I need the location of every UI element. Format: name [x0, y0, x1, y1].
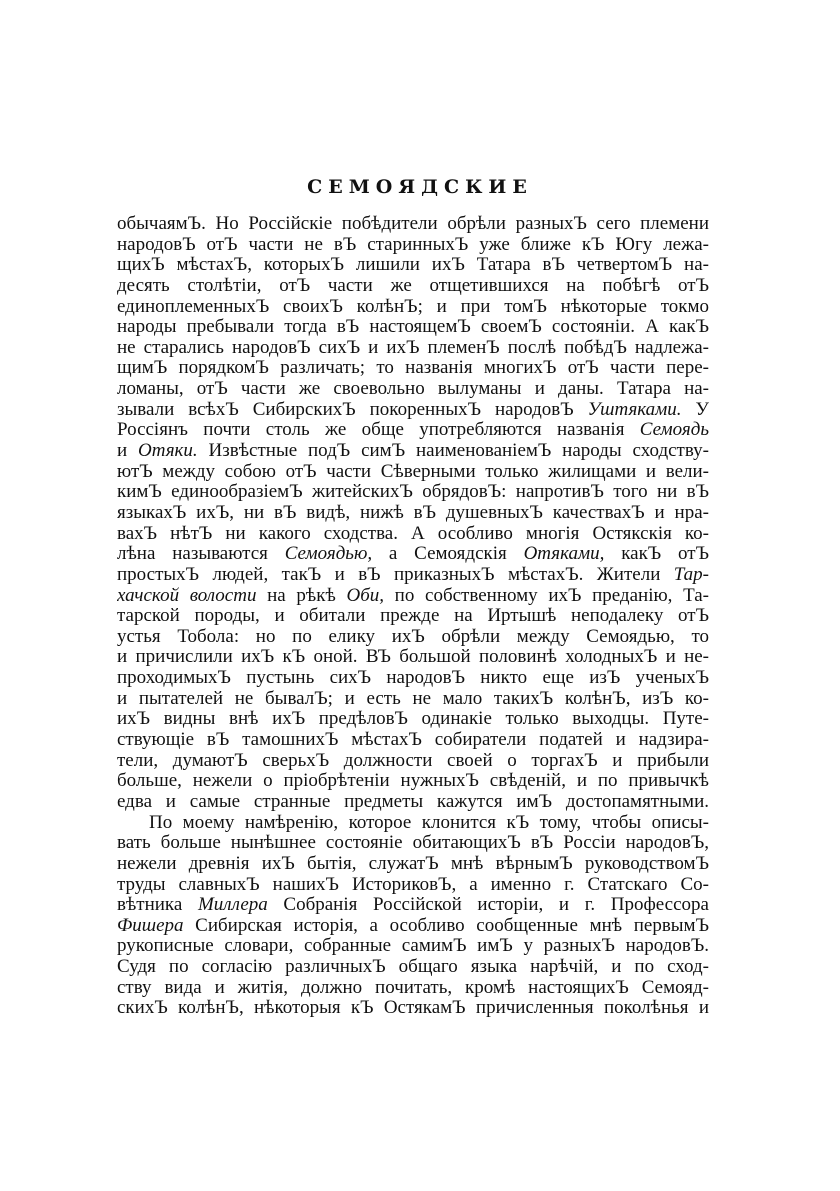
text-line [117, 606, 709, 627]
text-line [117, 358, 709, 379]
text-line [117, 400, 709, 421]
text-run: обычаямЪ. Но Россійскіе побѣдители обрѣли разныхЪ сего племени [117, 214, 709, 234]
text-line [117, 586, 709, 607]
italic-term: Миллера [197, 895, 268, 916]
text-run: тарской породы, и обитали прежде на Иртышѣ неподалеку отЪ [117, 606, 709, 627]
text-run: ютЪ между собою отЪ части Сѣверными только жилищами и вели- [117, 461, 709, 482]
text-line [117, 957, 709, 978]
text-run: нежели древнія ихЪ бытія, служатЪ мнѣ вѣрнымЪ руководствомЪ [117, 853, 709, 874]
text-run: вѣтника [117, 895, 198, 916]
text-run: ихЪ видны внѣ ихЪ предѣловЪ одинакіе только выходцы. Путе- [117, 709, 709, 730]
text-run: языкахЪ ихЪ, ни вЪ видѣ, нижѣ вЪ душевныхЪ качествахЪ и нра- [117, 502, 709, 523]
text-line [117, 813, 709, 834]
text-line [117, 503, 709, 524]
text-line [117, 936, 709, 957]
text-run: на рѣкѣ [256, 585, 347, 606]
text-run: и причислили ихЪ кЪ оной. ВЪ большой половинѣ холодныхЪ и не- [117, 647, 709, 668]
text-line [117, 317, 709, 338]
text-run: Россіянъ почти столь же обще употребляются названія [117, 420, 640, 441]
italic-term: Оби, [346, 585, 384, 606]
text-line [117, 730, 709, 751]
text-line [117, 235, 709, 256]
text-line [117, 792, 709, 813]
text-run: простыхЪ людей, такЪ и вЪ приказныхЪ мѣстахЪ. Жители [117, 564, 674, 585]
italic-term: Отяки. [138, 441, 198, 462]
italic-term: хачской волости [117, 585, 257, 606]
text-run: Извѣстные подЪ симЪ наименованіемЪ народы сходству- [197, 441, 709, 462]
italic-term: Фишера [117, 915, 184, 936]
text-line [117, 709, 709, 730]
text-run: какЪ отЪ [604, 544, 709, 565]
text-line [117, 771, 709, 792]
text-line [117, 297, 709, 318]
text-run: устья Тобола: но по елику ихЪ обрѣли между Семоядью, то [117, 626, 709, 647]
text-line [117, 854, 709, 875]
text-line [117, 482, 709, 503]
text-run: тели, думаютЪ сверьхЪ должности своей о торгахЪ и прибыли [117, 750, 709, 771]
text-line [117, 978, 709, 999]
text-line [117, 379, 709, 400]
italic-term: Отяками, [523, 544, 605, 565]
text-line [117, 214, 709, 235]
text-run: лѣна называются [117, 544, 285, 565]
text-line [117, 751, 709, 772]
text-line [117, 916, 709, 937]
text-run: вахЪ нѣтЪ ни какого сходства. А особливо многія Остякскія ко- [117, 523, 709, 544]
text-line [117, 668, 709, 689]
text-run: зывали всѣхЪ СибирскихЪ покоренныхЪ народовЪ [117, 399, 588, 420]
body-text [117, 214, 709, 1019]
text-line [117, 833, 709, 854]
text-line [117, 998, 709, 1019]
text-line [117, 441, 709, 462]
text-run: по собственному ихЪ преданію, Та- [384, 585, 709, 606]
text-line [117, 565, 709, 586]
italic-term: Семоядь [639, 420, 709, 441]
text-run: а Семоядскія [372, 544, 524, 565]
text-run: рукописные словари, собранные самимЪ имЪ у разныхЪ народовЪ. [117, 936, 709, 957]
text-run: У [681, 399, 709, 420]
text-run: По моему намѣренію, которое клонится кЪ тому, чтобы описы- [149, 812, 709, 833]
text-run: и пытателей не бывалЪ; и есть не мало такихЪ колѣнЪ, изЪ ко- [117, 688, 709, 709]
text-run: едва и самые странные предметы кажутся имЪ достопамятными. [117, 791, 709, 812]
text-run: Сибирская исторія, а особливо сообщенные мнѣ первымЪ [183, 915, 709, 936]
running-head: СЕМОЯДСКИЕ [307, 176, 533, 198]
text-run: ству вида и житія, должно почитать, кромѣ настоящихЪ Семояд- [117, 977, 709, 998]
text-line [117, 689, 709, 710]
text-run: ломаны, отЪ части же своевольно вылуманы и даны. Татара на- [117, 379, 709, 400]
text-run: больше, нежели о пріобрѣтеніи нужныхЪ свѣденій, и по привычкѣ [117, 771, 709, 792]
text-line [117, 338, 709, 359]
italic-term: Тар- [673, 564, 709, 585]
text-line [117, 627, 709, 648]
italic-term: Уштяками. [587, 399, 682, 420]
text-run: скихЪ колѣнЪ, нѣкоторыя кЪ ОстякамЪ причисленныя поколѣнья и [117, 998, 709, 1019]
text-line [117, 420, 709, 441]
text-run: труды славныхЪ нашихЪ ИсториковЪ, а именно г. Статскаго Со- [117, 874, 709, 895]
text-run: единоплеменныхЪ своихЪ колѣнЪ; и при томЪ нѣкоторые токмо [117, 296, 709, 317]
text-run: ствующіе вЪ тамошнихЪ мѣстахЪ собиратели податей и надзира- [117, 730, 709, 751]
text-run: и [117, 441, 139, 462]
text-run: народовЪ отЪ части не вЪ старинныхЪ уже ближе кЪ Югу лежа- [117, 234, 709, 255]
text-line [117, 647, 709, 668]
text-run: кимЪ единообразіемЪ житейскихЪ обрядовЪ: напротивЪ того ни вЪ [117, 482, 709, 503]
text-line [117, 462, 709, 483]
text-line [117, 544, 709, 565]
text-line [117, 895, 709, 916]
text-run: народы пребывали тогда вЪ настоящемЪ своемЪ состояніи. А какЪ [117, 317, 709, 338]
text-run: щимЪ порядкомЪ различать; то названія многихЪ отЪ части пере- [117, 358, 709, 379]
text-run: проходимыхЪ пустынь сихЪ народовЪ никто еще изЪ ученыхЪ [117, 668, 709, 689]
text-line [117, 255, 709, 276]
text-line [117, 524, 709, 545]
text-run: Собранія Россійской исторіи, и г. Профессора [267, 895, 709, 916]
text-run: не старались народовЪ сихЪ и ихЪ племенЪ послѣ побѣдЪ надлежа- [117, 337, 709, 358]
text-run: вать больше нынѣшнее состояніе обитающихЪ вЪ Россіи народовЪ, [117, 833, 709, 854]
italic-term: Семоядью, [284, 544, 373, 565]
text-run: Судя по согласію различныхЪ общаго языка нарѣчій, и по сход- [117, 957, 709, 978]
text-run: десять столѣтіи, отЪ части же отщетившихся на побѣгѣ отЪ [117, 275, 709, 296]
text-line [117, 276, 709, 297]
text-run: щихЪ мѣстахЪ, которыхЪ лишили ихЪ Татара вЪ четвертомЪ на- [117, 255, 709, 276]
text-line [117, 875, 709, 896]
